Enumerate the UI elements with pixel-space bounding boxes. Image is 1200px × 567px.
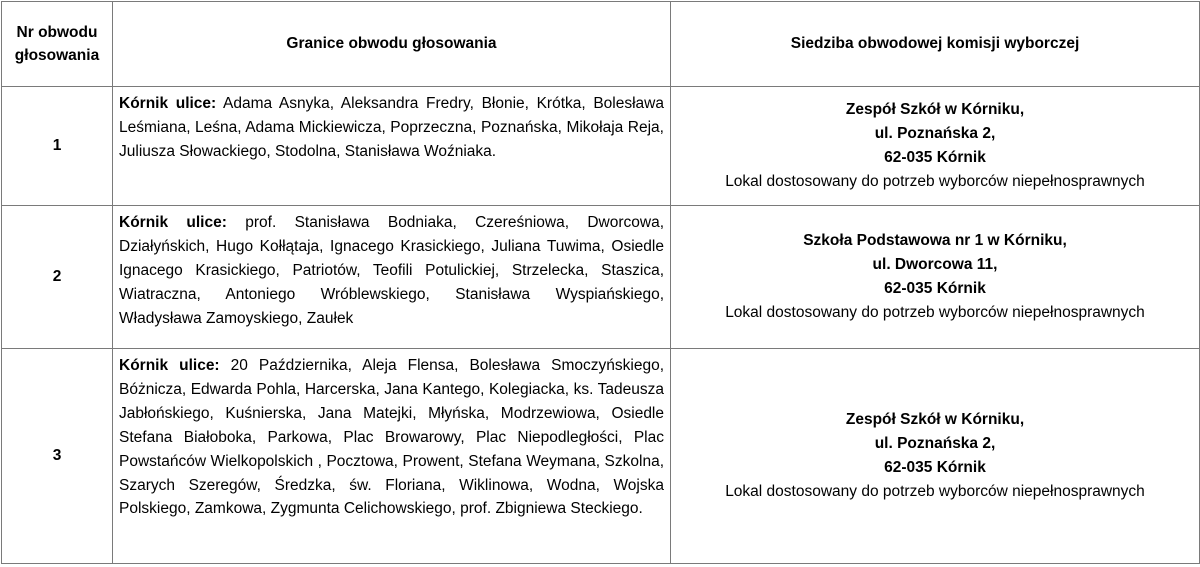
commission-seat <box>671 87 1200 206</box>
seat-street: ul. Poznańska 2, <box>874 435 996 453</box>
seat-city: 62-035 Kórnik <box>884 280 986 297</box>
seat-accessibility-note: Lokal dostosowany do potrzeb wyborców niepełnosprawnych <box>725 303 1145 321</box>
seat-accessibility-note: Lokal dostosowany do potrzeb wyborców niepełnosprawnych <box>725 482 1145 500</box>
district-borders <box>113 349 671 564</box>
district-number: 2 <box>2 206 113 349</box>
table-row <box>2 206 1200 349</box>
commission-seat <box>671 349 1200 564</box>
seat-city: 62-035 Kórnik <box>884 459 986 476</box>
table-row <box>2 87 1200 206</box>
borders-prefix: Kórnik ulice: <box>119 95 217 112</box>
header-row <box>2 2 1200 87</box>
header-nr-line1: Nr obwodu <box>16 24 98 41</box>
district-number: 1 <box>2 87 113 206</box>
header-borders: Granice obwodu głosowania <box>113 2 671 87</box>
district-borders <box>113 206 671 349</box>
borders-prefix: Kórnik ulice: <box>119 214 227 231</box>
seat-street: ul. Dworcowa 11, <box>872 256 998 274</box>
seat-name: Zespół Szkół w Kórniku, <box>845 101 1025 119</box>
seat-accessibility-note: Lokal dostosowany do potrzeb wyborców niepełnosprawnych <box>725 172 1145 190</box>
district-number: 3 <box>2 349 113 564</box>
borders-streets: prof. Stanisława Bodniaka, Czereśniowa, Dworcowa, Działyńskich, Hugo Kołłątaja, Ignacego Krasickiego, Juliana Tuwima, Osiedle Ignacego Krasickiego, Patriotów, Teofili Potulickiej, Strzelecka, Staszica, Wiatraczna, Antoniego Wróblewskiego, Stanisława Wyspiańskiego, Władysława Zamoyskiego, Zaułek <box>119 214 664 327</box>
seat-street: ul. Poznańska 2, <box>874 125 996 143</box>
header-seat: Siedziba obwodowej komisji wyborczej <box>671 2 1200 87</box>
table-row <box>2 349 1200 564</box>
borders-streets: Adama Asnyka, Aleksandra Fredry, Błonie, Krótka, Bolesława Leśmiana, Leśna, Adama Mickiewicza, Poprzeczna, Poznańska, Mikołaja Reja, Juliusza Słowackiego, Stodolna, Stanisława Woźniaka. <box>119 95 664 160</box>
header-nr-line2: głosowania <box>14 47 100 64</box>
seat-city: 62-035 Kórnik <box>884 149 986 166</box>
borders-streets: 20 Października, Aleja Flensa, Bolesława Smoczyńskiego, Bóżnicza, Edwarda Pohla, Harcerska, Jana Kantego, Kolegiacka, ks. Tadeusza Jabłońskiego, Kuśnierska, Jana Matejki, Młyńska, Modrzewiowa, Osiedle Stefana Białoboka, Parkowa, Plac Browarowy, Plac Niepodległości, Plac Powstańców Wielkopolskich , Pocztowa, Prowent, Stefana Weymana, Szkolna, Szarych Szeregów, Średzka, św. Floriana, Wiklinowa, Wodna, Wojska Polskiego, Zamkowa, Zygmunta Celichowskiego, prof. Zbigniewa Steckiego. <box>119 357 664 518</box>
district-borders <box>113 87 671 206</box>
header-nr <box>2 2 113 87</box>
borders-prefix: Kórnik ulice: <box>119 357 220 374</box>
seat-name: Szkoła Podstawowa nr 1 w Kórniku, <box>803 232 1067 250</box>
voting-districts-table <box>1 1 1200 564</box>
commission-seat <box>671 206 1200 349</box>
seat-name: Zespół Szkół w Kórniku, <box>845 411 1025 429</box>
